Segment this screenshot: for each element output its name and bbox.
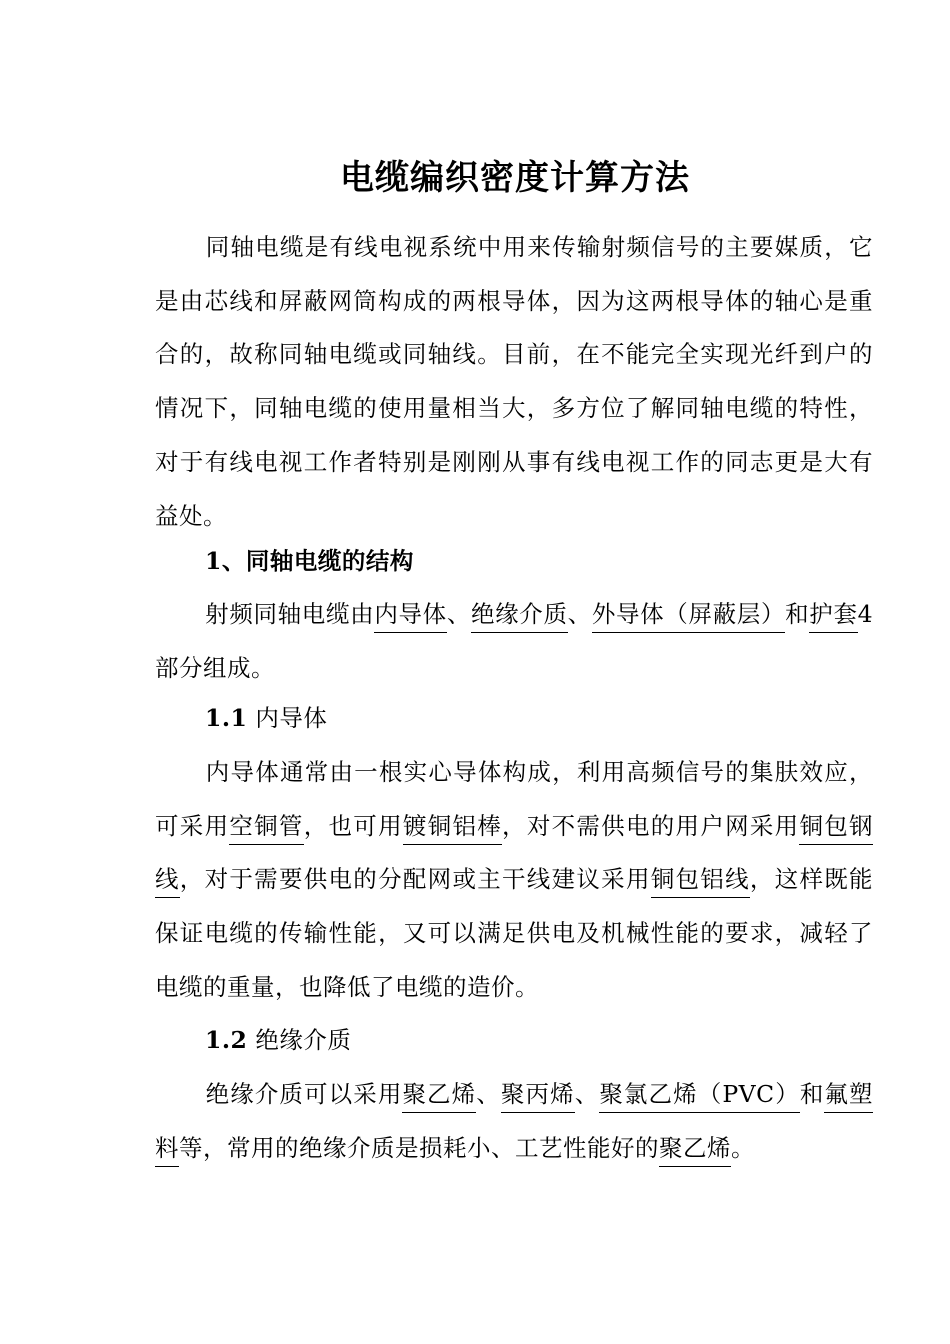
term-jacket: 护套 (809, 600, 857, 633)
term-polyethylene: 聚乙烯 (402, 1080, 476, 1113)
term-hollow-copper-tube: 空铜管 (229, 812, 303, 845)
term-fluoroplastic: 氟塑料 (155, 1080, 873, 1167)
section-1-heading: 1、同轴电缆的结构 (205, 547, 414, 575)
section-1-1-heading: 1.1 内导体 (205, 704, 328, 732)
term-copper-plated-aluminum-rod: 镀铜铝棒 (403, 812, 502, 845)
term-inner-conductor: 内导体 (374, 600, 447, 633)
section-1-paragraph: 射频同轴电缆由内导体、绝缘介质、外导体（屏蔽层）和护套4部分组成。 (155, 600, 874, 682)
term-outer-conductor: 外导体（屏蔽层） (592, 600, 785, 633)
term-pvc: 聚氯乙烯（PVC） (599, 1080, 800, 1113)
section-1-2-heading: 1.2 绝缘介质 (205, 1026, 352, 1054)
section-1-1-paragraph: 内导体通常由一根实心导体构成，利用高频信号的集肤效应，可采用空铜管，也可用镀铜铝棒，对不需供电的用户网采用铜包钢线，对于需要供电的分配网或主干线建议采用铜包铝线，这样既能保证电缆的传输性能，又可以满足供电及机械性能的要求，减轻了电缆的重量，也降低了电缆的造价。 (155, 758, 874, 1001)
section-1-2-paragraph: 绝缘介质可以采用聚乙烯、聚丙烯、聚氯乙烯（PVC）和氟塑料等，常用的绝缘介质是损耗小、工艺性能好的聚乙烯。 (155, 1068, 873, 1175)
term-polypropylene: 聚丙烯 (501, 1080, 575, 1113)
document-title: 电缆编织密度计算方法 (340, 158, 690, 198)
term-copper-clad-aluminum: 铜包铝线 (651, 865, 750, 898)
term-copper-clad-steel: 铜包钢线 (155, 812, 873, 899)
term-polyethylene-2: 聚乙烯 (659, 1134, 731, 1167)
intro-text: 同轴电缆是有线电视系统中用来传输射频信号的主要媒质，它是由芯线和屏蔽网筒构成的两根导体，因为这两根导体的轴心是重合的，故称同轴电缆或同轴线。目前，在不能完全实现光纤到户的情况下，同轴电缆的使用量相当大，多方位了解同轴电缆的特性，对于有线电视工作者特别是刚刚从事有线电视工作的同志更是大有益处。 (155, 233, 873, 530)
term-insulation: 绝缘介质 (471, 600, 568, 633)
intro-paragraph (155, 221, 873, 543)
